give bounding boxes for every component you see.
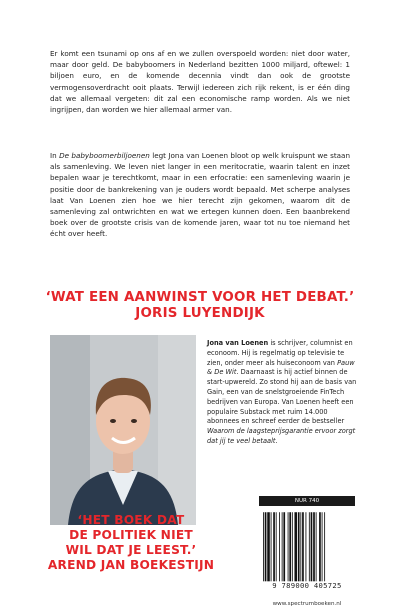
book-title-inline: De babyboomerbiljoenen	[59, 151, 150, 160]
bio-text-2: . Daarnaast is hij actief binnen de start-upwereld. Zo stond hij aan de basis van Gain, een van de snelstgroeiende FinTech bedrijven van Europa. Van Loenen heeft een populaire Substack met ruim 14.000 abonnees en schreef eerder de bestseller	[207, 368, 357, 426]
author-bio	[207, 339, 357, 447]
endorsement-quote-bottom	[0, 513, 262, 573]
bio-text-3: .	[275, 436, 278, 445]
author-photo-illustration	[50, 335, 196, 525]
bio-text-1: is schrijver, columnist en econoom. Hij is regelmatig op televisie te zien, onder meer als huiseconoom van	[207, 339, 353, 367]
author-name: Jona van Loenen	[207, 339, 269, 347]
endorsement-quote-top	[0, 290, 400, 322]
summary-rest: legt Jona van Loenen bloot op welk kruispunt we staan als samenleving. We leven niet langer in een meritocratie, waarin talent en inzet bepalen waar je terechtkomt, maar in een erfocratie: een samenleving waarin je positie door de bankrekening van je ouders wordt bepaald. Met scherpe analyses laat Van Loenen zien hoe we hier terecht zijn gekomen, waarom dit de samenleving zal ontwrichten en wat we ertegen kunnen doen. Een baanbrekend boek over de grootste crisis van de komende jaren, waar tot nu toe niemand het écht over heeft.	[50, 151, 351, 239]
publisher-website: www.spectrumboeken.nl	[272, 601, 342, 607]
tv-show-name: Pauw & De Wit	[207, 358, 355, 377]
previous-book-title: Waarom de laagsteprijsgarantie ervoor zorgt dat jij te veel betaalt	[207, 427, 356, 445]
isbn-barcode	[259, 510, 355, 588]
nur-code: NUR 740	[259, 496, 355, 506]
isbn-digits: 9 789000 405725	[272, 581, 342, 590]
author-photo	[50, 335, 196, 525]
quote-bottom-line-2: DE POLITIEK NIET	[69, 528, 193, 542]
intro-paragraph: Er komt een tsunami op ons af en we zullen overspoeld worden: niet door water, maar door geld. De babyboomers in Nederland bezitten 1000 miljard, oftewel: 1 biljoen euro, en de komende decennia vindt dan ook de grootste vermogensoverdracht ooit plaats. Terwijl iedereen zich rijk rekent, is er één ding dat we allemaal vergeten: dit zal een economische ramp worden. Als we niet ingrijpen, dan worden we hier allemaal armer van.	[50, 49, 350, 115]
quote-bottom-author: AREND JAN BOEKESTIJN	[47, 558, 215, 572]
quote-top-text: ‘WAT EEN AANWINST VOOR HET DEBAT.’	[45, 290, 355, 305]
quote-bottom-line-1: ‘HET BOEK DAT	[77, 513, 185, 527]
quote-top-author: JORIS LUYENDIJK	[135, 306, 265, 321]
summary-paragraph	[50, 150, 350, 240]
summary-lead: In	[50, 151, 60, 160]
quote-bottom-line-3: WIL DAT JE LEEST.’	[65, 543, 197, 557]
